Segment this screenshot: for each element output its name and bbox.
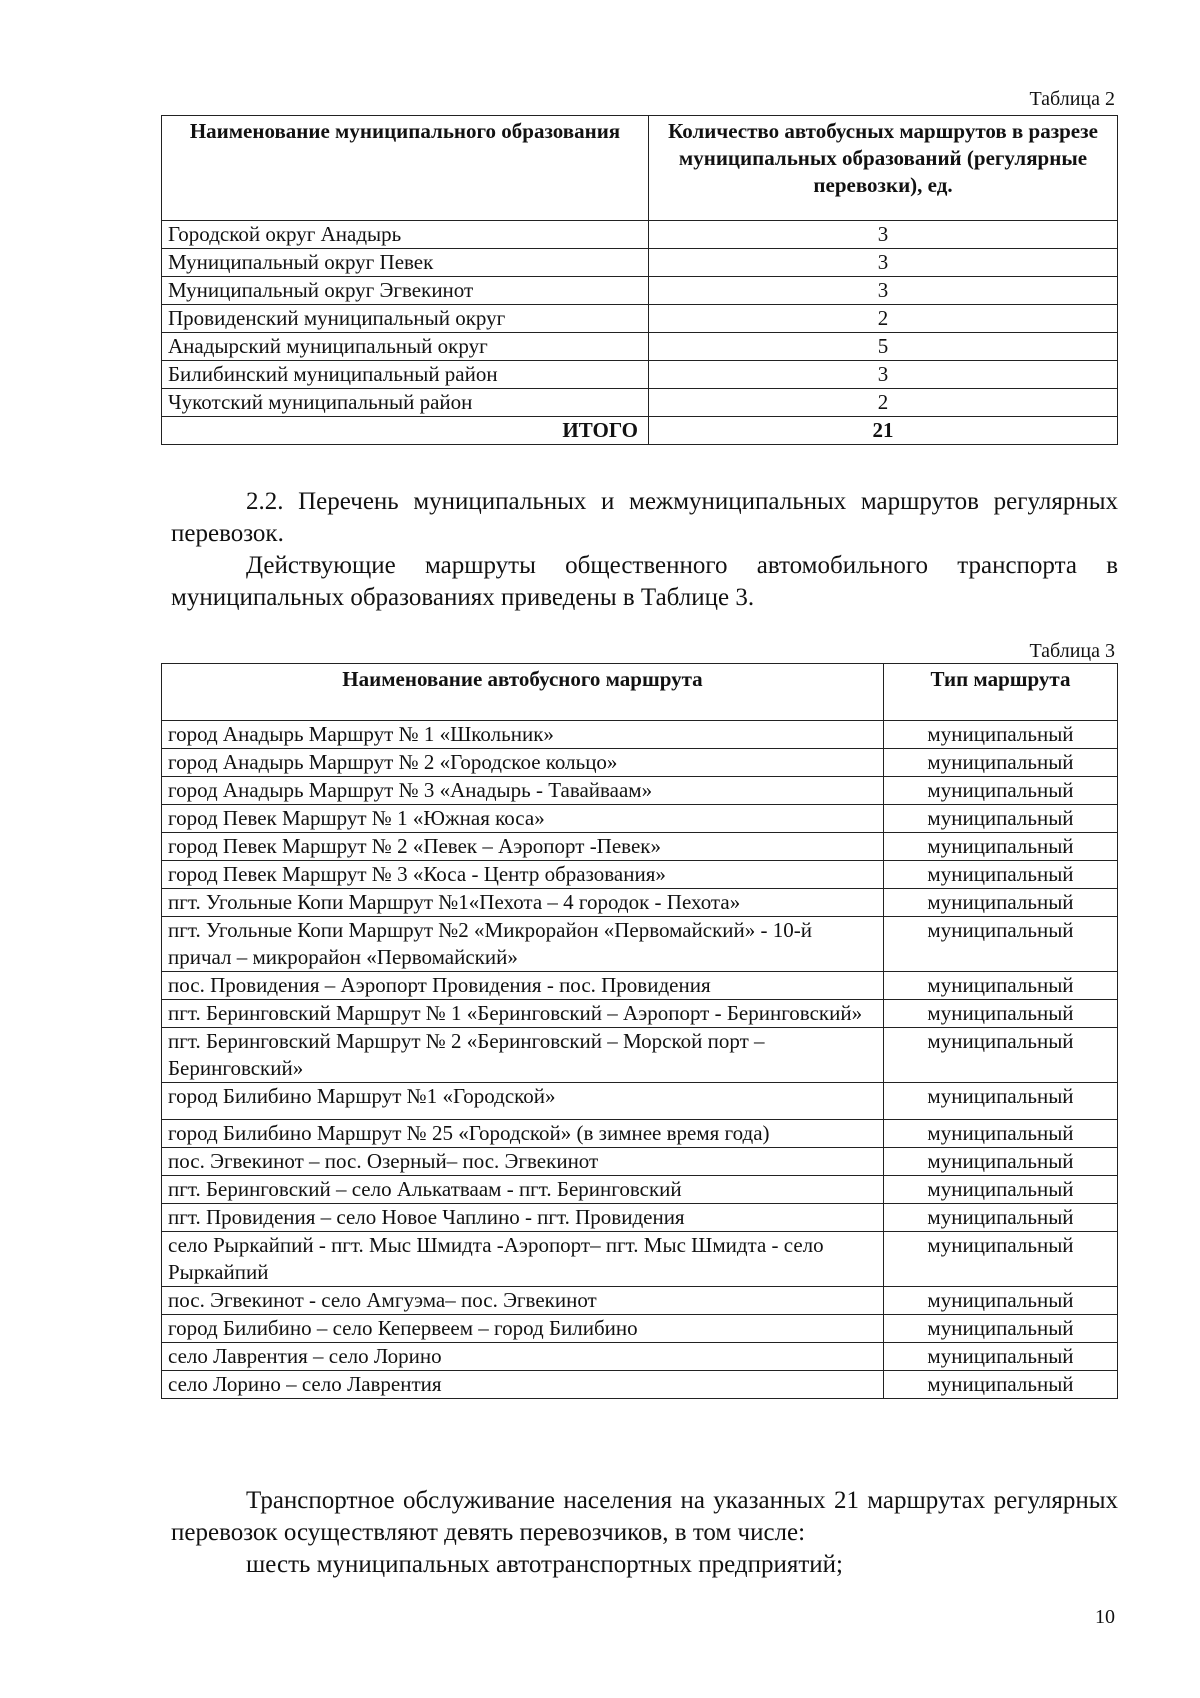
route-name: пгт. Провидения – село Новое Чаплино - пгт. Провидения	[162, 1204, 884, 1232]
table-row	[162, 1148, 1118, 1176]
route-count: 2	[649, 305, 1118, 333]
total-value: 21	[649, 417, 1118, 445]
table-row	[162, 861, 1118, 889]
table-row	[162, 361, 1118, 389]
table-row	[162, 389, 1118, 417]
table-row	[162, 221, 1118, 249]
table-row	[162, 972, 1118, 1000]
table-2-bus-routes-by-municipality	[161, 115, 1118, 445]
route-name: пгт. Угольные Копи Маршрут №2 «Микрорайон «Первомайский» - 10-й причал – микрорайон «Первомайский»	[162, 917, 884, 972]
route-name: пос. Эгвекинот - село Амгуэма– пос. Эгвекинот	[162, 1287, 884, 1315]
route-name: город Анадырь Маршрут № 3 «Анадырь - Тавайваам»	[162, 777, 884, 805]
table-row	[162, 249, 1118, 277]
table-row	[162, 333, 1118, 361]
route-name: город Певек Маршрут № 1 «Южная коса»	[162, 805, 884, 833]
table-row	[162, 1000, 1118, 1028]
route-type: муниципальный	[884, 917, 1118, 972]
route-type: муниципальный	[884, 972, 1118, 1000]
table-row	[162, 1204, 1118, 1232]
table-row	[162, 805, 1118, 833]
route-count: 3	[649, 277, 1118, 305]
municipality-name: Чукотский муниципальный район	[162, 389, 649, 417]
route-type: муниципальный	[884, 749, 1118, 777]
table-row	[162, 1120, 1118, 1148]
route-type: муниципальный	[884, 1204, 1118, 1232]
route-type: муниципальный	[884, 1315, 1118, 1343]
table-3-bus-routes-list	[161, 663, 1118, 1399]
table-row	[162, 721, 1118, 749]
column-header-municipality: Наименование муниципального образования	[162, 116, 649, 221]
table-row	[162, 305, 1118, 333]
table-row	[162, 833, 1118, 861]
route-type: муниципальный	[884, 833, 1118, 861]
closing-paragraph: Транспортное обслуживание населения на указанных 21 маршрутах регулярных перевозок осуществляют девять перевозчиков, в том числе:	[171, 1487, 1118, 1546]
route-name: город Билибино – село Кепервеем – город Билибино	[162, 1315, 884, 1343]
section-2-2-text	[171, 486, 1118, 614]
column-header-route-count: Количество автобусных маршрутов в разрезе муниципальных образований (регулярные перевозки), ед.	[649, 116, 1118, 221]
route-name: город Анадырь Маршрут № 2 «Городское кольцо»	[162, 749, 884, 777]
municipality-name: Анадырский муниципальный округ	[162, 333, 649, 361]
route-type: муниципальный	[884, 805, 1118, 833]
route-type: муниципальный	[884, 777, 1118, 805]
route-count: 3	[649, 249, 1118, 277]
route-type: муниципальный	[884, 721, 1118, 749]
route-type: муниципальный	[884, 1028, 1118, 1083]
table-2-caption: Таблица 2	[1029, 88, 1115, 110]
route-type: муниципальный	[884, 889, 1118, 917]
table-row	[162, 917, 1118, 972]
route-name: пгт. Беринговский Маршрут № 2 «Беринговский – Морской порт – Беринговский»	[162, 1028, 884, 1083]
route-name: пос. Эгвекинот – пос. Озерный– пос. Эгвекинот	[162, 1148, 884, 1176]
route-type: муниципальный	[884, 1176, 1118, 1204]
route-name: село Лорино – село Лаврентия	[162, 1371, 884, 1399]
route-count: 5	[649, 333, 1118, 361]
closing-list-item: шесть муниципальных автотранспортных предприятий;	[246, 1551, 843, 1578]
route-type: муниципальный	[884, 1232, 1118, 1287]
table-row	[162, 889, 1118, 917]
route-name: город Певек Маршрут № 3 «Коса - Центр образования»	[162, 861, 884, 889]
route-name: пгт. Угольные Копи Маршрут №1«Пехота – 4 городок - Пехота»	[162, 889, 884, 917]
route-type: муниципальный	[884, 1343, 1118, 1371]
table-row	[162, 1287, 1118, 1315]
municipality-name: Муниципальный округ Певек	[162, 249, 649, 277]
column-header-route-name: Наименование автобусного маршрута	[162, 664, 884, 721]
route-count: 3	[649, 361, 1118, 389]
route-name: город Анадырь Маршрут № 1 «Школьник»	[162, 721, 884, 749]
route-type: муниципальный	[884, 1287, 1118, 1315]
route-name: село Рыркайпий - пгт. Мыс Шмидта -Аэропорт– пгт. Мыс Шмидта - село Рыркайпий	[162, 1232, 884, 1287]
table-3-caption: Таблица 3	[1029, 640, 1115, 662]
closing-text	[171, 1485, 1118, 1581]
route-count: 3	[649, 221, 1118, 249]
table-row	[162, 1083, 1118, 1120]
table-row	[162, 749, 1118, 777]
route-type: муниципальный	[884, 1083, 1118, 1120]
route-count: 2	[649, 389, 1118, 417]
table-row	[162, 1232, 1118, 1287]
route-type: муниципальный	[884, 1000, 1118, 1028]
municipality-name: Городской округ Анадырь	[162, 221, 649, 249]
table-row	[162, 1343, 1118, 1371]
route-name: пос. Провидения – Аэропорт Провидения - пос. Провидения	[162, 972, 884, 1000]
route-name: село Лаврентия – село Лорино	[162, 1343, 884, 1371]
route-name: пгт. Беринговский – село Алькатваам - пгт. Беринговский	[162, 1176, 884, 1204]
municipality-name: Провиденский муниципальный округ	[162, 305, 649, 333]
municipality-name: Билибинский муниципальный район	[162, 361, 649, 389]
table-row	[162, 777, 1118, 805]
table-header-row	[162, 664, 1118, 721]
table-row	[162, 1315, 1118, 1343]
table-total-row	[162, 417, 1118, 445]
route-type: муниципальный	[884, 1371, 1118, 1399]
table-row	[162, 1028, 1118, 1083]
section-body-paragraph: Действующие маршруты общественного автомобильного транспорта в муниципальных образованиях приведены в Таблице 3.	[171, 552, 1118, 611]
route-name: город Билибино Маршрут №1 «Городской»	[162, 1083, 884, 1120]
total-label: ИТОГО	[162, 417, 649, 445]
route-type: муниципальный	[884, 1148, 1118, 1176]
table-header-row	[162, 116, 1118, 221]
section-heading-paragraph: 2.2. Перечень муниципальных и межмуниципальных маршрутов регулярных перевозок.	[171, 488, 1118, 547]
route-type: муниципальный	[884, 861, 1118, 889]
route-type: муниципальный	[884, 1120, 1118, 1148]
table-row	[162, 1371, 1118, 1399]
municipality-name: Муниципальный округ Эгвекинот	[162, 277, 649, 305]
table-row	[162, 277, 1118, 305]
route-name: пгт. Беринговский Маршрут № 1 «Беринговский – Аэропорт - Беринговский»	[162, 1000, 884, 1028]
column-header-route-type: Тип маршрута	[884, 664, 1118, 721]
page-number: 10	[1095, 1606, 1115, 1628]
route-name: город Билибино Маршрут № 25 «Городской» (в зимнее время года)	[162, 1120, 884, 1148]
route-name: город Певек Маршрут № 2 «Певек – Аэропорт -Певек»	[162, 833, 884, 861]
table-row	[162, 1176, 1118, 1204]
